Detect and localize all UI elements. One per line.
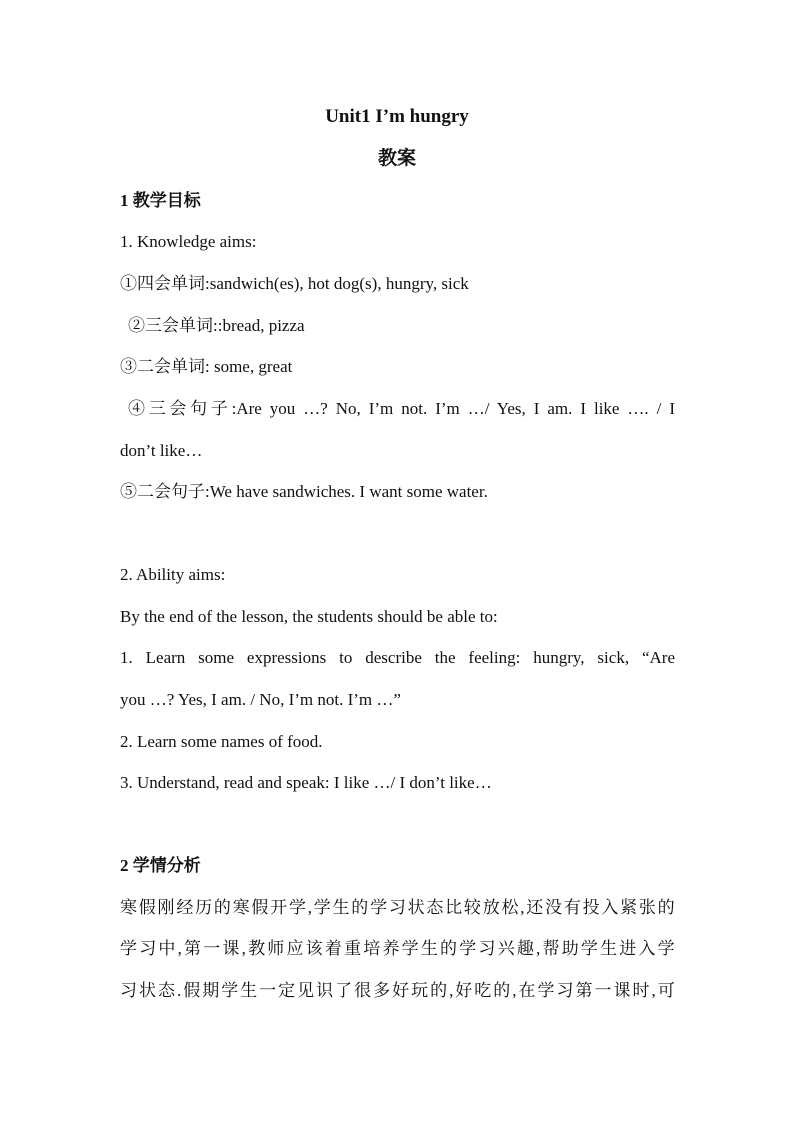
ability-item-2: 2. Learn some names of food.: [120, 732, 323, 751]
knowledge-item-3: ③二会单词: some, great: [120, 357, 293, 376]
section-2-heading: 2 学情分析: [120, 856, 201, 875]
knowledge-item-4-continuation: don’t like…: [120, 441, 203, 460]
ability-aims-heading: 2. Ability aims:: [120, 565, 226, 584]
section-1-heading: 1 教学目标: [120, 191, 201, 210]
section-2-line-1: 寒假刚经历的寒假开学,学生的学习状态比较放松,还没有投入紧张的: [120, 898, 675, 917]
ability-item-3: 3. Understand, read and speak: I like …/ I don’t like…: [120, 773, 492, 792]
section-2-line-2: 学习中,第一课,教师应该着重培养学生的学习兴趣,帮助学生进入学: [120, 939, 675, 958]
ability-intro: By the end of the lesson, the students should be able to:: [120, 607, 498, 626]
ability-item-1: 1. Learn some expressions to describe the feeling: hungry, sick, “Are: [120, 648, 675, 667]
knowledge-item-2: ②三会单词::bread, pizza: [128, 316, 305, 335]
section-2-line-3: 习状态.假期学生一定见识了很多好玩的,好吃的,在学习第一课时,可: [120, 981, 675, 1000]
document-title: Unit1 I’m hungry: [325, 106, 469, 127]
knowledge-item-1: ①四会单词:sandwich(es), hot dog(s), hungry, sick: [120, 274, 469, 293]
knowledge-item-5: ⑤二会句子:We have sandwiches. I want some water.: [120, 482, 488, 501]
knowledge-item-4: ④三会句子:Are you …? No, I’m not. I’m …/ Yes, I am. I like …. / I: [128, 399, 675, 418]
ability-item-1-continuation: you …? Yes, I am. / No, I’m not. I’m …”: [120, 690, 401, 709]
document-subtitle: 教案: [377, 148, 416, 169]
knowledge-aims-heading: 1. Knowledge aims:: [120, 232, 257, 251]
